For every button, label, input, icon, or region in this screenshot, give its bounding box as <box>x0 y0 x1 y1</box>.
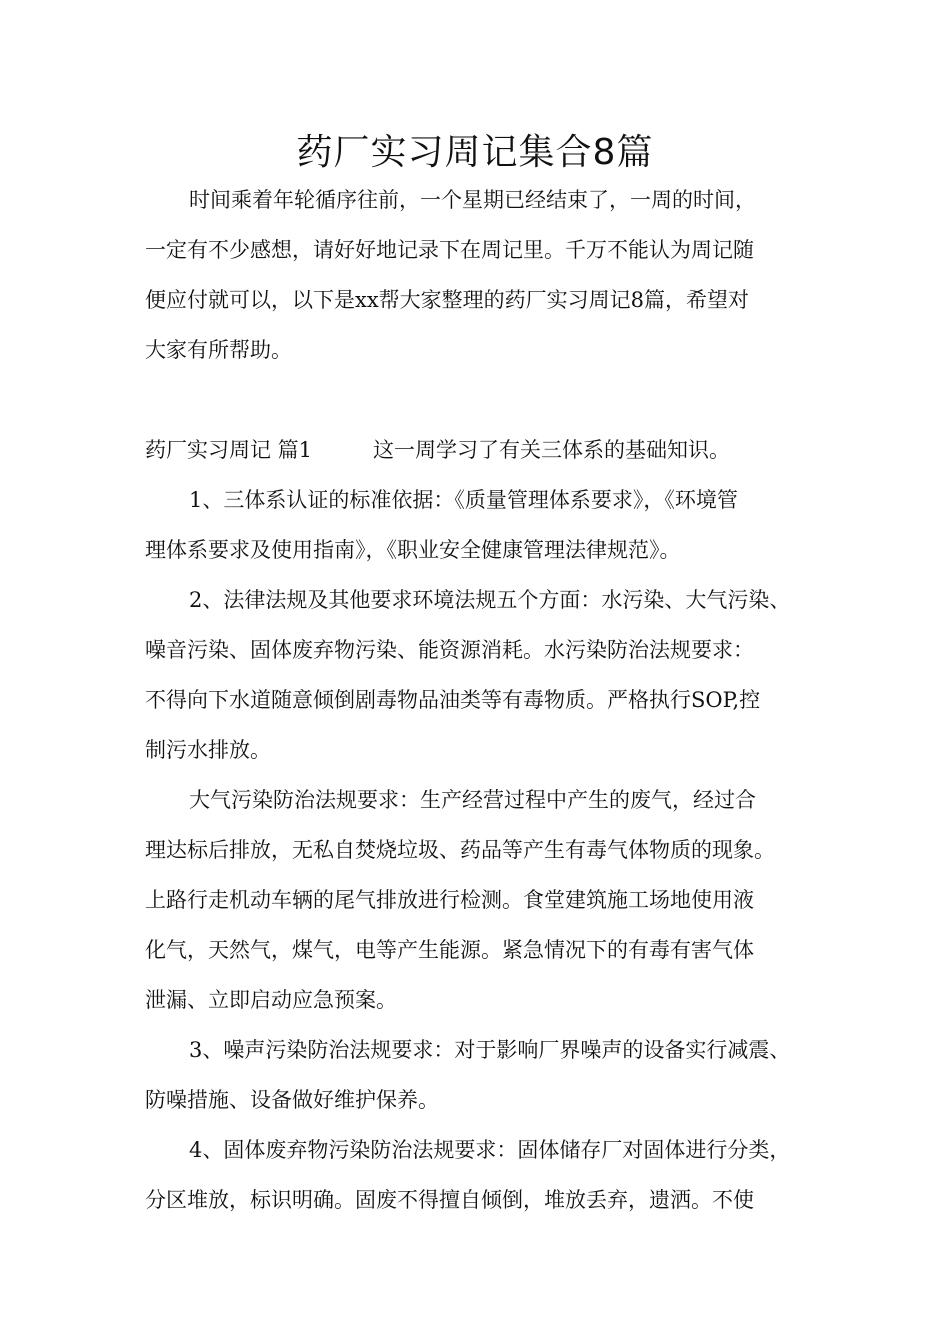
intro-line: 便应付就可以，以下是xx帮大家整理的药厂实习周记8篇，希望对 <box>145 288 750 312</box>
section-heading: 药厂实习周记 篇1 <box>145 438 313 462</box>
body-line: 泄漏、立即启动应急预案。 <box>145 988 397 1012</box>
body-line: 不得向下水道随意倾倒剧毒物品油类等有毒物质。严格执行SOP,控 <box>145 688 761 712</box>
body-line: 2、法律法规及其他要求环境法规五个方面：水污染、大气污染、 <box>189 588 791 612</box>
body-line: 理体系要求及使用指南》，《职业安全健康管理法律规范》。 <box>145 538 681 562</box>
body-line: 制污水排放。 <box>145 738 271 762</box>
body-line: 防噪措施、设备做好维护保养。 <box>145 1088 439 1112</box>
body-line: 3、噪声污染防治法规要求：对于影响厂界噪声的设备实行减震、 <box>189 1038 791 1062</box>
body-line: 噪音污染、固体废弃物污染、能资源消耗。水污染防治法规要求： <box>145 638 754 662</box>
body-line: 理达标后排放，无私自焚烧垃圾、药品等产生有毒气体物质的现象。 <box>145 838 775 862</box>
section-first-sentence: 这一周学习了有关三体系的基础知识。 <box>373 438 730 462</box>
body-line: 化气，天然气，煤气，电等产生能源。紧急情况下的有毒有害气体 <box>145 938 754 962</box>
body-line: 上路行走机动车辆的尾气排放进行检测。食堂建筑施工场地使用液 <box>145 888 754 912</box>
document-title: 药厂实习周记集合8篇 <box>296 132 654 173</box>
intro-line: 大家有所帮助。 <box>145 338 292 362</box>
body-line: 1、三体系认证的标准依据：《质量管理体系要求》，《环境管 <box>189 488 738 512</box>
section-heading-line <box>145 435 825 465</box>
body-line: 大气污染防治法规要求：生产经营过程中产生的废气，经过合 <box>189 788 756 812</box>
intro-line: 一定有不少感想，请好好地记录下在周记里。千万不能认为周记随 <box>145 238 754 262</box>
body-line: 4、固体废弃物污染防治法规要求：固体储存厂对固体进行分类， <box>189 1138 791 1162</box>
body-line: 分区堆放，标识明确。固废不得擅自倾倒，堆放丢弃，遗洒。不使 <box>145 1188 754 1212</box>
intro-line: 时间乘着年轮循序往前，一个星期已经结束了，一周的时间， <box>189 188 756 212</box>
